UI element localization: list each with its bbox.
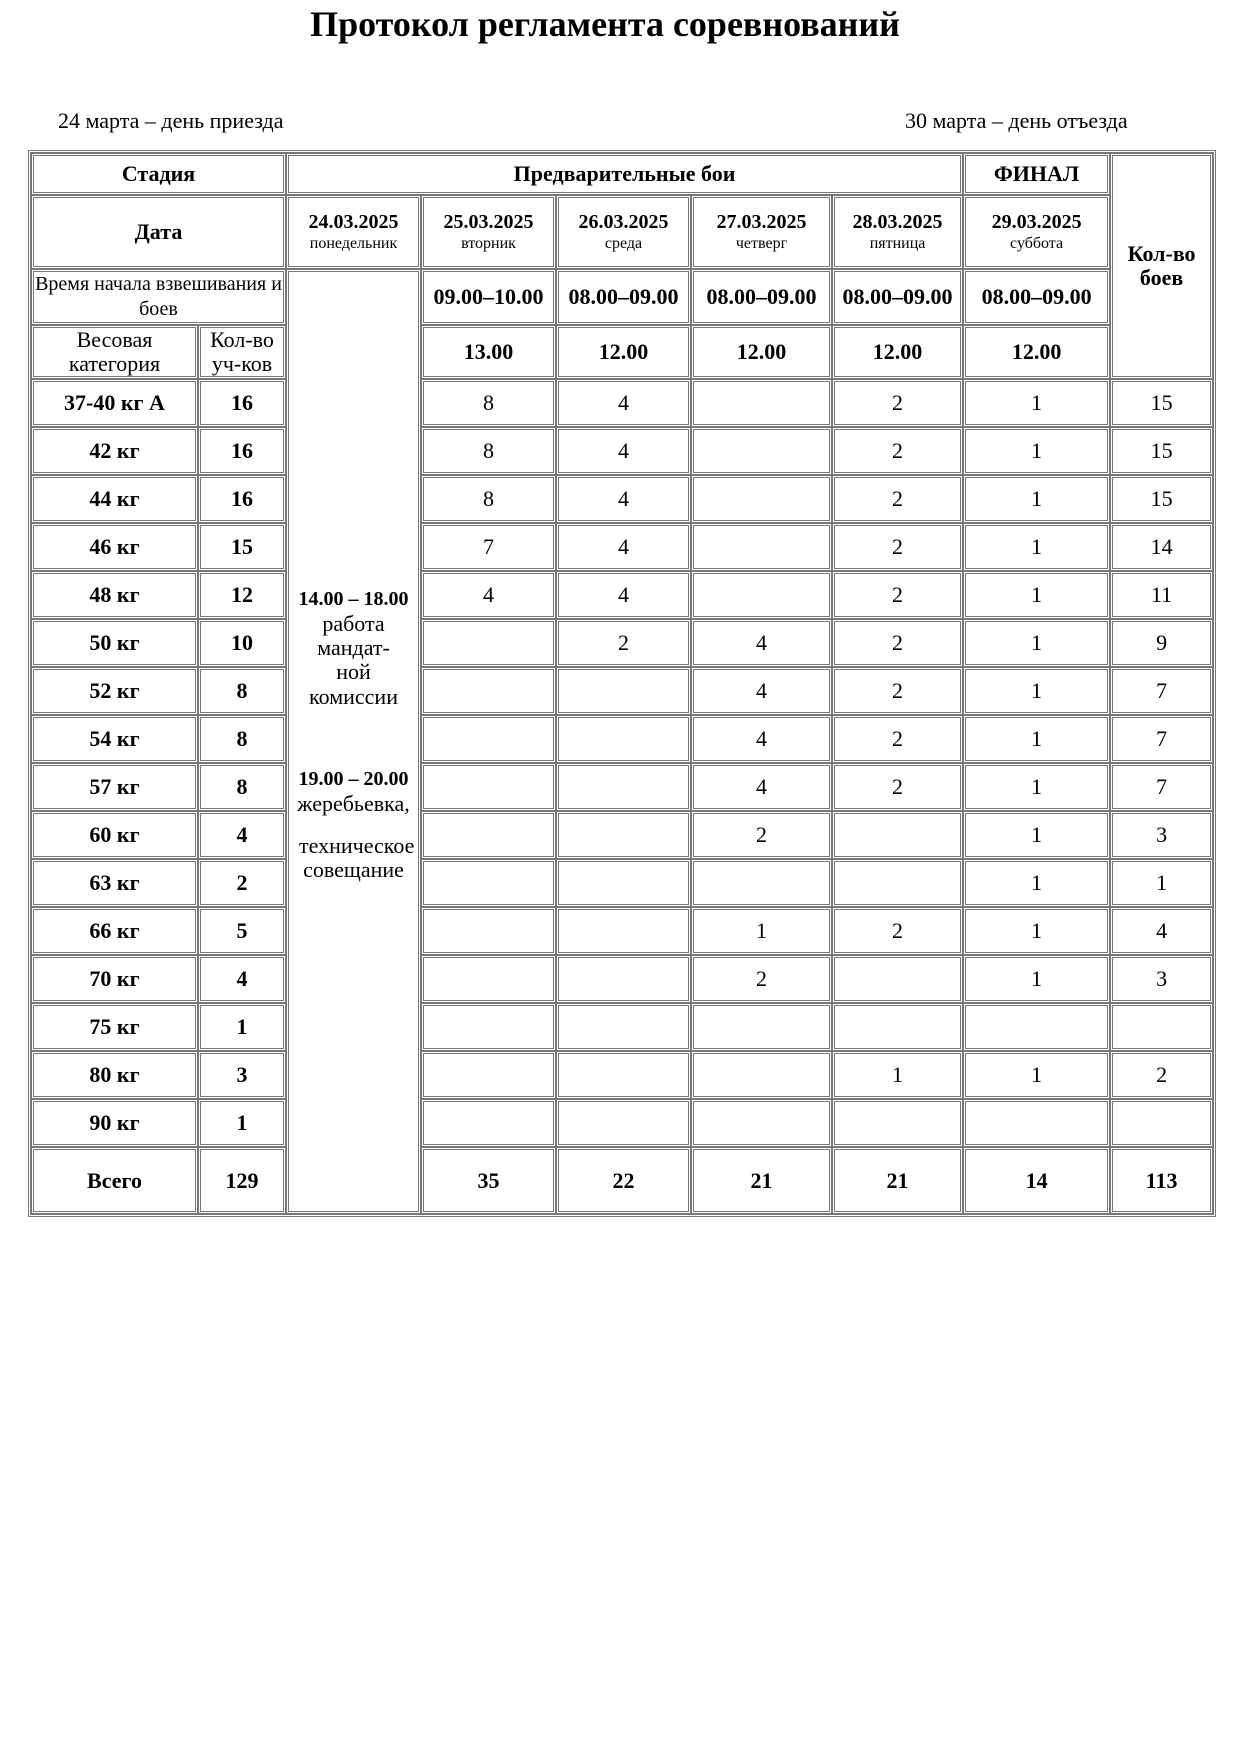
table-row: [31, 523, 1213, 571]
fights-cell: [556, 1003, 691, 1051]
departure-date-text: 30 марта – день отъезда: [905, 108, 1128, 133]
fights-cell: 1: [963, 571, 1110, 619]
weigh-time: 09.00–10.00: [421, 269, 556, 325]
totals-label: Всего: [31, 1147, 198, 1214]
fights-cell: [556, 763, 691, 811]
date-cell: 24.03.2025 понедельник: [286, 195, 421, 269]
fights-cell: 7: [421, 523, 556, 571]
fights-cell: 2: [832, 427, 963, 475]
weight-category: 50 кг: [31, 619, 198, 667]
fights-cell: 2: [556, 619, 691, 667]
row-total: [1110, 1003, 1213, 1051]
participants-count: 4: [198, 811, 286, 859]
fights-cell: [421, 907, 556, 955]
fights-cell: 1: [963, 1051, 1110, 1099]
row-total: [1110, 1099, 1213, 1147]
fights-cell: 4: [556, 523, 691, 571]
participants-count: 16: [198, 427, 286, 475]
weight-category: 57 кг: [31, 763, 198, 811]
fights-cell: 2: [832, 379, 963, 427]
fights-cell: [556, 811, 691, 859]
weight-category: 52 кг: [31, 667, 198, 715]
weight-category: 60 кг: [31, 811, 198, 859]
weight-category: 54 кг: [31, 715, 198, 763]
participants-count: 10: [198, 619, 286, 667]
table-row: [31, 1003, 1213, 1051]
participants-count: 4: [198, 955, 286, 1003]
fights-cell: 1: [963, 475, 1110, 523]
weight-category: 48 кг: [31, 571, 198, 619]
fights-cell: 2: [691, 811, 832, 859]
stage-row: [31, 153, 1213, 195]
row-total: 15: [1110, 379, 1213, 427]
fights-cell: 2: [832, 667, 963, 715]
fights-cell: [691, 859, 832, 907]
fights-cell: 2: [691, 955, 832, 1003]
fights-cell: [691, 379, 832, 427]
first-day-note: [286, 269, 421, 1214]
totals-cell: 35: [421, 1147, 556, 1214]
fights-cell: [556, 907, 691, 955]
page-title: Протокол регламента соревнований: [310, 4, 900, 44]
fights-cell: [691, 571, 832, 619]
fights-cell: 1: [963, 907, 1110, 955]
fights-cell: [832, 1099, 963, 1147]
fights-cell: [421, 715, 556, 763]
fights-cell: [691, 1003, 832, 1051]
participants-count: 8: [198, 667, 286, 715]
weight-category: 63 кг: [31, 859, 198, 907]
participants-label: Кол-во уч-ков: [198, 325, 286, 379]
table-row: [31, 1051, 1213, 1099]
fights-cell: [421, 1099, 556, 1147]
fights-cell: [963, 1003, 1110, 1051]
fights-cell: 2: [832, 907, 963, 955]
fight-time: 12.00: [691, 325, 832, 379]
fights-cell: 4: [556, 571, 691, 619]
fights-cell: 2: [832, 523, 963, 571]
row-total: 2: [1110, 1051, 1213, 1099]
weigh-time: 08.00–09.00: [556, 269, 691, 325]
table-row: [31, 379, 1213, 427]
fights-cell: 4: [556, 427, 691, 475]
weight-category: 90 кг: [31, 1099, 198, 1147]
date-label: Дата: [31, 195, 286, 269]
fights-cell: 4: [691, 619, 832, 667]
fights-cell: [421, 763, 556, 811]
weight-category: 42 кг: [31, 427, 198, 475]
fights-cell: 2: [832, 571, 963, 619]
date-cell: 26.03.2025 среда: [556, 195, 691, 269]
fights-cell: 1: [963, 811, 1110, 859]
fights-cell: 2: [832, 715, 963, 763]
row-total: 7: [1110, 667, 1213, 715]
fights-cell: 8: [421, 379, 556, 427]
fights-cell: [556, 1099, 691, 1147]
row-total: 11: [1110, 571, 1213, 619]
fight-time-row: [31, 325, 1213, 379]
fights-cell: [421, 811, 556, 859]
participants-count: 8: [198, 763, 286, 811]
row-total: 3: [1110, 811, 1213, 859]
fights-cell: [556, 859, 691, 907]
fights-cell: 2: [832, 475, 963, 523]
fights-cell: [421, 955, 556, 1003]
table-row: [31, 619, 1213, 667]
arrival-date-text: 24 марта – день приезда: [58, 108, 284, 133]
participants-count: 12: [198, 571, 286, 619]
weigh-time: 08.00–09.00: [832, 269, 963, 325]
note-text-2b: техническое совещание: [299, 832, 415, 883]
fights-cell: 1: [963, 427, 1110, 475]
date-row: [31, 195, 1213, 269]
table-row: [31, 1099, 1213, 1147]
fights-cell: [691, 1099, 832, 1147]
participants-count: 16: [198, 379, 286, 427]
date-cell: 28.03.2025 пятница: [832, 195, 963, 269]
date-cell: 27.03.2025 четверг: [691, 195, 832, 269]
fights-cell: [832, 811, 963, 859]
table-row: [31, 955, 1213, 1003]
weigh-time-row: [31, 269, 1213, 325]
fights-cell: [556, 667, 691, 715]
note-time-2: 19.00 – 20.00: [298, 767, 409, 790]
fights-count-label: Кол-во боев: [1127, 241, 1196, 291]
fights-cell: 4: [691, 763, 832, 811]
fights-cell: [691, 523, 832, 571]
totals-participants: 129: [198, 1147, 286, 1214]
table-row: [31, 859, 1213, 907]
fights-cell: 4: [691, 667, 832, 715]
row-total: 15: [1110, 427, 1213, 475]
participants-count: 1: [198, 1003, 286, 1051]
weigh-time: 08.00–09.00: [963, 269, 1110, 325]
fights-cell: 1: [963, 667, 1110, 715]
table-row: [31, 571, 1213, 619]
totals-row: [31, 1147, 1213, 1214]
row-total: 3: [1110, 955, 1213, 1003]
fights-cell: 4: [556, 475, 691, 523]
fights-cell: [691, 427, 832, 475]
fights-cell: 2: [832, 619, 963, 667]
note-time-1: 14.00 – 18.00: [298, 588, 409, 610]
weight-category: 75 кг: [31, 1003, 198, 1051]
totals-cell: 14: [963, 1147, 1110, 1214]
fights-cell: 4: [556, 379, 691, 427]
table-row: [31, 715, 1213, 763]
note-text-1: работа мандат-ной комиссии: [309, 611, 398, 709]
totals-cell: 21: [691, 1147, 832, 1214]
fights-cell: 1: [963, 715, 1110, 763]
totals-cell: 22: [556, 1147, 691, 1214]
grand-total: 113: [1110, 1147, 1213, 1214]
fights-cell: 1: [691, 907, 832, 955]
weight-category: 37-40 кг А: [31, 379, 198, 427]
row-total: 1: [1110, 859, 1213, 907]
table-row: [31, 907, 1213, 955]
fight-time: 12.00: [963, 325, 1110, 379]
table-row: [31, 427, 1213, 475]
fights-cell: 1: [963, 763, 1110, 811]
table-row: [31, 667, 1213, 715]
date-cell: 29.03.2025 суббота: [963, 195, 1110, 269]
weight-category: 70 кг: [31, 955, 198, 1003]
note-text-2a: жеребьевка,: [297, 790, 410, 816]
row-total: 14: [1110, 523, 1213, 571]
fight-time: 12.00: [556, 325, 691, 379]
fights-cell: [421, 1051, 556, 1099]
fights-cell: 1: [963, 523, 1110, 571]
row-total: 9: [1110, 619, 1213, 667]
participants-count: 16: [198, 475, 286, 523]
start-time-label: Время начала взвешивания и боев: [31, 269, 286, 325]
fights-cell: [691, 1051, 832, 1099]
row-total: 15: [1110, 475, 1213, 523]
participants-count: 15: [198, 523, 286, 571]
weight-category: 44 кг: [31, 475, 198, 523]
table-row: [31, 763, 1213, 811]
participants-count: 8: [198, 715, 286, 763]
fights-cell: 1: [963, 379, 1110, 427]
fights-cell: [832, 859, 963, 907]
participants-count: 1: [198, 1099, 286, 1147]
fights-count-header: [1110, 153, 1213, 379]
fights-cell: [691, 475, 832, 523]
weight-category: 80 кг: [31, 1051, 198, 1099]
schedule-table: [28, 150, 1216, 1217]
date-cell: 25.03.2025 вторник: [421, 195, 556, 269]
totals-cell: 21: [832, 1147, 963, 1214]
fights-cell: 1: [963, 619, 1110, 667]
participants-count: 5: [198, 907, 286, 955]
row-total: 7: [1110, 715, 1213, 763]
participants-count: 2: [198, 859, 286, 907]
fights-cell: 8: [421, 427, 556, 475]
fight-time: 13.00: [421, 325, 556, 379]
table-row: [31, 811, 1213, 859]
fights-cell: [832, 955, 963, 1003]
fights-cell: 1: [963, 955, 1110, 1003]
fights-cell: [556, 955, 691, 1003]
row-total: 4: [1110, 907, 1213, 955]
fights-cell: [556, 715, 691, 763]
prelim-label: Предварительные бои: [286, 153, 963, 195]
fights-cell: 2: [832, 763, 963, 811]
fights-cell: 1: [963, 859, 1110, 907]
row-total: 7: [1110, 763, 1213, 811]
fights-cell: 1: [832, 1051, 963, 1099]
fights-cell: [421, 859, 556, 907]
stage-label: Стадия: [31, 153, 286, 195]
fights-cell: [832, 1003, 963, 1051]
fights-cell: [421, 1003, 556, 1051]
fights-cell: [421, 667, 556, 715]
fights-cell: 8: [421, 475, 556, 523]
participants-count: 3: [198, 1051, 286, 1099]
fight-time: 12.00: [832, 325, 963, 379]
fights-cell: 4: [421, 571, 556, 619]
weigh-time: 08.00–09.00: [691, 269, 832, 325]
final-label: ФИНАЛ: [963, 153, 1110, 195]
fights-cell: [556, 1051, 691, 1099]
fights-cell: 4: [691, 715, 832, 763]
weight-category-label: Весовая категория: [31, 325, 198, 379]
weight-category: 46 кг: [31, 523, 198, 571]
fights-cell: [421, 619, 556, 667]
table-row: [31, 475, 1213, 523]
weight-category: 66 кг: [31, 907, 198, 955]
fights-cell: [963, 1099, 1110, 1147]
